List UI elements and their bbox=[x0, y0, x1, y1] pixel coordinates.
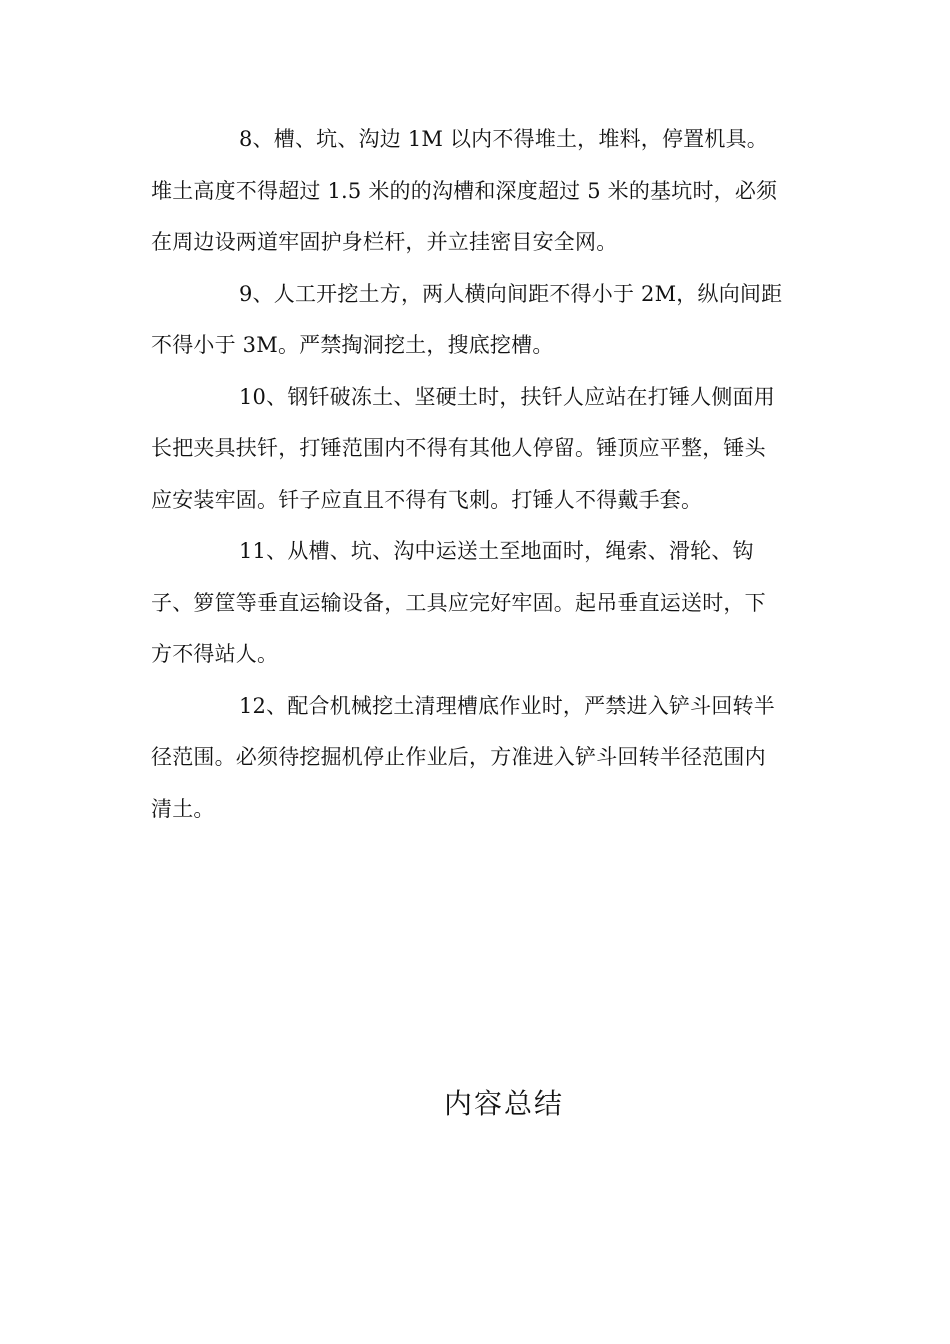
text-line: 方不得站人。 bbox=[151, 642, 279, 666]
paragraph-rule-8 bbox=[151, 114, 801, 269]
text-line: 9、人工开挖土方，两人横向间距不得小于 2M，纵向间距 bbox=[239, 281, 783, 306]
body-text bbox=[151, 114, 801, 835]
text-line: 8、槽、坑、沟边 1M 以内不得堆土，堆料，停置机具。 bbox=[239, 127, 768, 151]
text-line: 清土。 bbox=[151, 796, 215, 821]
summary-title: 内容总结 bbox=[443, 1087, 564, 1120]
text-line: 长把夹具扶钎，打锤范围内不得有其他人停留。锤顶应平整，锤头 bbox=[151, 436, 766, 460]
text-line: 11、从槽、坑、沟中运送土至地面时，绳索、滑轮、钩 bbox=[239, 539, 754, 563]
paragraph-rule-12 bbox=[151, 681, 801, 836]
paragraph-rule-11 bbox=[151, 526, 801, 681]
text-line: 10、钢钎破冻土、坚硬土时，扶钎人应站在打锤人侧面用 bbox=[239, 384, 775, 409]
text-line: 在周边设两道牢固护身栏杆，并立挂密目安全网。 bbox=[151, 230, 618, 254]
text-line: 径范围。必须待挖掘机停止作业后，方准进入铲斗回转半径范围内 bbox=[151, 745, 766, 769]
text-line: 子、箩筐等垂直运输设备，工具应完好牢固。起吊垂直运送时，下 bbox=[151, 590, 766, 615]
text-line: 应安装牢固。钎子应直且不得有飞刺。打锤人不得戴手套。 bbox=[151, 487, 703, 512]
paragraph-rule-9 bbox=[151, 269, 801, 372]
text-line: 不得小于 3M。严禁掏洞挖土，搜底挖槽。 bbox=[151, 333, 554, 357]
text-line: 堆土高度不得超过 1.5 米的的沟槽和深度超过 5 米的基坑时，必须 bbox=[151, 178, 778, 203]
paragraph-rule-10 bbox=[151, 372, 801, 527]
text-line: 12、配合机械挖土清理槽底作业时，严禁进入铲斗回转半 bbox=[239, 693, 775, 718]
